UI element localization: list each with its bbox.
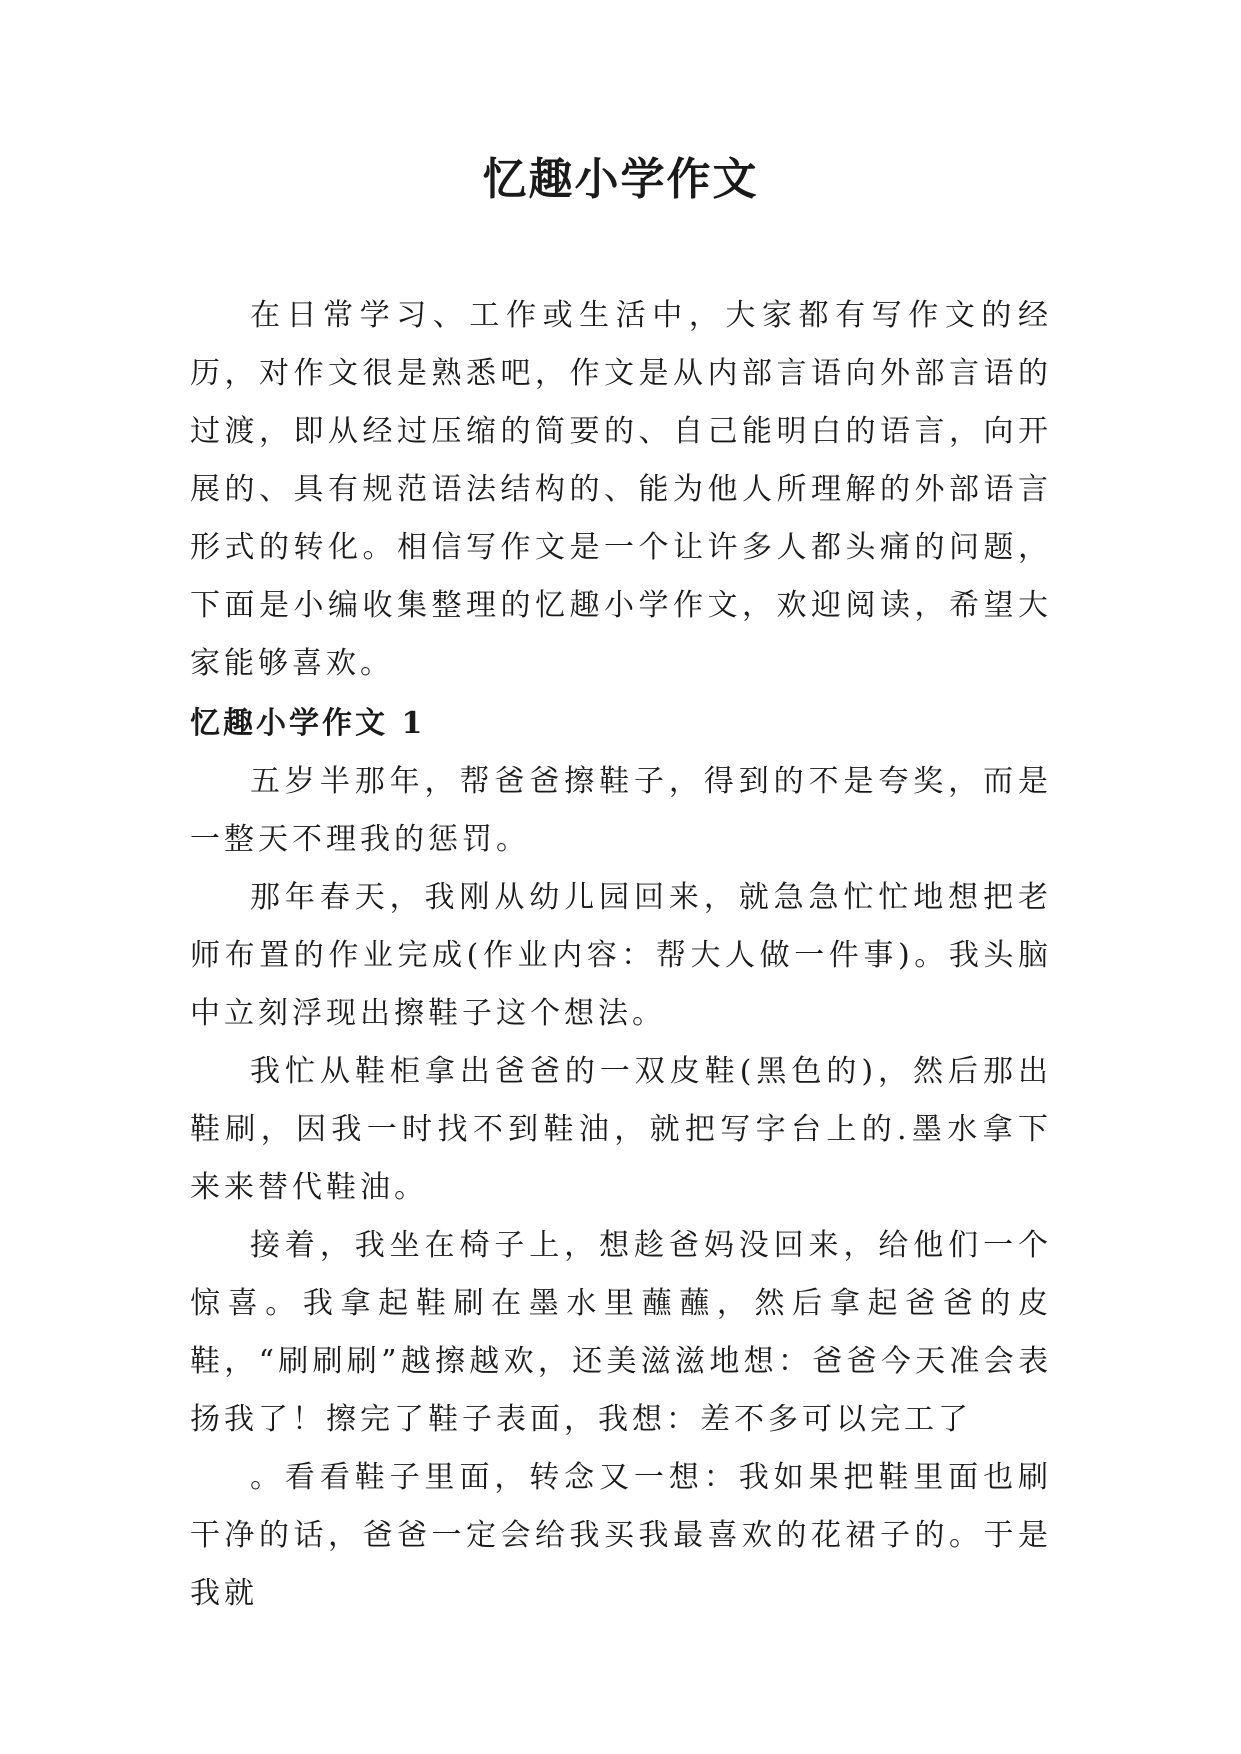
story-paragraph-3: 我忙从鞋柜拿出爸爸的一双皮鞋(黑色的)，然后那出鞋刷，因我一时找不到鞋油，就把写字台上的.墨水拿下来来替代鞋油。 <box>190 1054 1052 1205</box>
story-paragraph-5: 。看看鞋子里面，转念又一想：我如果把鞋里面也刷干净的话，爸爸一定会给我买我最喜欢的花裙子的。于是我就 <box>190 1460 1052 1611</box>
document-title: 忆趣小学作文 <box>482 154 759 205</box>
story-body <box>190 753 1052 1623</box>
story-paragraph-1: 五岁半那年，帮爸爸擦鞋子，得到的不是夸奖，而是一整天不理我的惩罚。 <box>190 764 1052 857</box>
story-paragraph-2: 那年春天，我刚从幼儿园回来，就急急忙忙地想把老师布置的作业完成(作业内容：帮大人做一件事)。我头脑中立刻浮现出擦鞋子这个想法。 <box>190 880 1052 1031</box>
section-heading: 忆趣小学作文 1 <box>190 706 426 741</box>
story-paragraph-4: 接着，我坐在椅子上，想趁爸妈没回来，给他们一个惊喜。我拿起鞋刷在墨水里蘸蘸，然后拿起爸爸的皮鞋，“刷刷刷”越擦越欢，还美滋滋地想：爸爸今天准会表扬我了！擦完了鞋子表面，我想：差不多可以完工了 <box>190 1228 1052 1437</box>
intro-paragraph: 在日常学习、工作或生活中，大家都有写作文的经历，对作文很是熟悉吧，作文是从内部言语向外部言语的过渡，即从经过压缩的简要的、自己能明白的语言，向开展的、具有规范语法结构的、能为他人所理解的外部语言形式的转化。相信写作文是一个让许多人都头痛的问题，下面是小编收集整理的忆趣小学作文，欢迎阅读，希望大家能够喜欢。 <box>190 298 1052 681</box>
